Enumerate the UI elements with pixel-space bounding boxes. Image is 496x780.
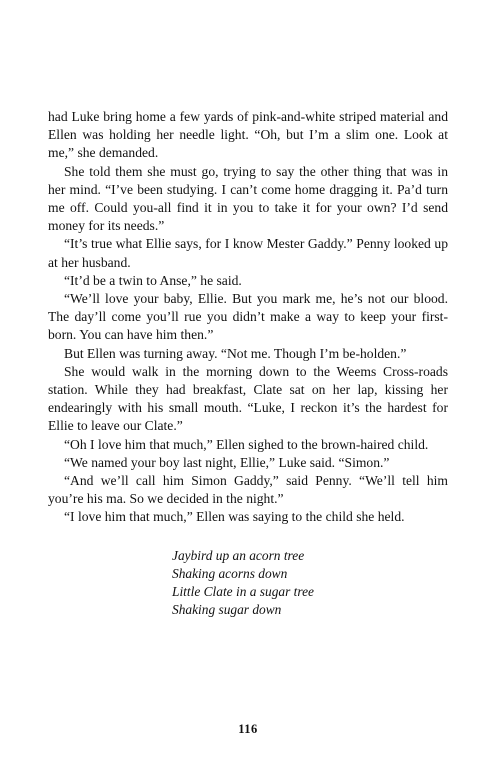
paragraph: had Luke bring home a few yards of pink-and-white striped material and Ellen was holding her needle light. “Oh, but I’m a slim one. Look at me,” she demanded.: [48, 109, 448, 161]
verse-line: Jaybird up an acorn tree: [172, 547, 305, 563]
paragraph: She told them she must go, trying to say the other thing that was in her mind. “I’ve been studying. I can’t come home dragging it. Pa’d turn me off. Could you-all find it in you to take it for your own? I’d send money for its needs.”: [48, 163, 448, 234]
verse: [172, 547, 448, 620]
paragraph: “Oh I love him that much,” Ellen sighed to the brown-haired child.: [64, 436, 429, 452]
paragraph: “It’d be a twin to Anse,” he said.: [64, 272, 242, 288]
paragraph: “It’s true what Ellie says, for I know Mester Gaddy.” Penny looked up at her husband.: [48, 236, 448, 270]
verse-line: Shaking sugar down: [172, 602, 282, 618]
paragraph: “We named your boy last night, Ellie,” Luke said. “Simon.”: [64, 454, 390, 470]
verse-line: Little Clate in a sugar tree: [172, 584, 314, 600]
paragraph: But Ellen was turning away. “Not me. Though I’m be-holden.”: [64, 345, 407, 361]
verse-line: Shaking acorns down: [172, 565, 288, 581]
paragraph: “We’ll love your baby, Ellie. But you mark me, he’s not our blood. The day’ll come you’ll rue you didn’t make a way to keep your first-born. You can have him then.”: [48, 291, 448, 343]
page-number: 116: [238, 722, 258, 736]
page-body: [48, 108, 448, 619]
paragraph: “And we’ll call him Simon Gaddy,” said Penny. “We’ll tell him you’re his ma. So we decided in the night.”: [48, 473, 448, 507]
paragraph: She would walk in the morning down to the Weems Cross-roads station. While they had breakfast, Clate sat on her lap, kissing her endearingly with his small mouth. “Luke, I reckon it’s the hardest for Ellie to leave our Clate.”: [48, 363, 448, 434]
paragraph: “I love him that much,” Ellen was saying to the child she held.: [64, 509, 405, 525]
